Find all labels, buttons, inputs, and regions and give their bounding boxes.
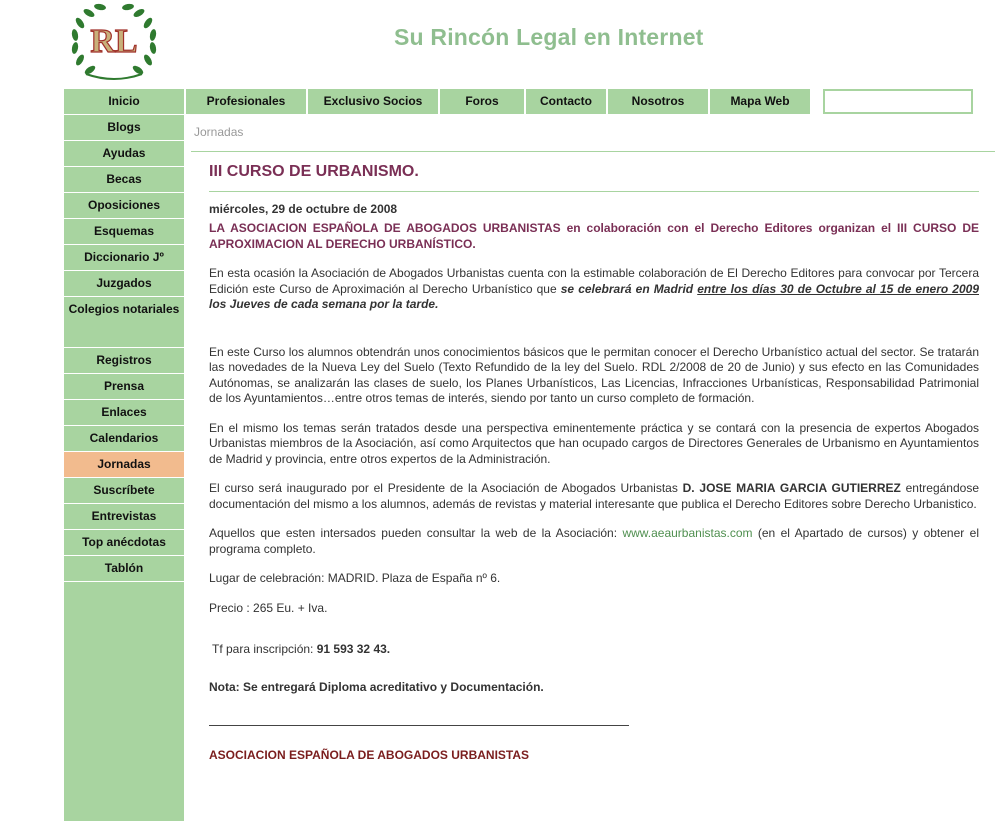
paragraph-1-end: los Jueves de cada semana por la tarde.	[209, 297, 439, 311]
paragraph-5	[209, 526, 979, 557]
site-title: Su Rincón Legal en Internet	[394, 24, 704, 50]
sidebar-item-calendarios[interactable]: Calendarios	[64, 426, 184, 452]
nav-profesionales[interactable]: Profesionales	[186, 89, 306, 114]
paragraph-5-text: Aquellos que esten intersados pueden consultar la web de la Asociación:	[209, 526, 623, 540]
sidebar-item-juzgados[interactable]: Juzgados	[64, 271, 184, 297]
sidebar-item-entrevistas[interactable]: Entrevistas	[64, 504, 184, 530]
paragraph-2: En este Curso los alumnos obtendrán unos conocimientos básicos que le permitan conocer el Derecho Urbanístico actual del sector. Se tratarán las novedades de la Nueva Ley del Suelo (Texto Refundido de la ley del Suelo. RDL 2/2008 de 20 de Junio) y sus efecto en las Comunidades Autónomas, se analizarán las clases de suelo, los Planes Urbanísticos, Las Licencias, Infracciones Urbanísticas, Responsabilidad Patrimonial de los Ayuntamientos…entre otros temas de interés, siendo por tanto un curso completo de formación.	[209, 344, 979, 405]
nav-contacto[interactable]: Contacto	[526, 89, 606, 114]
breadcrumb-divider	[191, 151, 995, 152]
nav-mapa-web[interactable]: Mapa Web	[710, 89, 810, 114]
sidebar-item-prensa[interactable]: Prensa	[64, 374, 184, 400]
intro-paragraph: LA ASOCIACION ESPAÑOLA DE ABOGADOS URBANISTAS en colaboración con el Derecho Editores organizan el III CURSO DE APROXIMACION AL DERECHO URBANÍSTICO.	[209, 221, 979, 251]
nav-exclusivo-socios[interactable]: Exclusivo Socios	[308, 89, 438, 114]
nav-foros[interactable]: Foros	[440, 89, 524, 114]
sidebar-item-tablon[interactable]: Tablón	[64, 556, 184, 582]
page-title: III CURSO DE URBANISMO.	[209, 163, 419, 180]
sidebar-item-suscribete[interactable]: Suscríbete	[64, 478, 184, 504]
president-name: D. JOSE MARIA GARCIA GUTIERREZ	[682, 481, 901, 495]
paragraph-1	[209, 266, 979, 313]
paragraph-4-text: El curso será inaugurado por el Presidente de la Asociación de Abogados Urbanistas	[209, 481, 683, 495]
sidebar-item-colegios-notariales[interactable]: Colegios notariales	[64, 297, 184, 348]
phone-label: Tf para inscripción:	[212, 642, 317, 656]
nav-nosotros[interactable]: Nosotros	[608, 89, 708, 114]
sidebar-item-jornadas[interactable]: Jornadas	[64, 452, 184, 478]
search-input[interactable]	[823, 89, 973, 114]
diploma-note: Nota: Se entregará Diploma acreditativo y Documentación.	[209, 679, 544, 694]
paragraph-4	[209, 481, 979, 512]
association-signature: ASOCIACION ESPAÑOLA DE ABOGADOS URBANISTAS	[209, 748, 530, 762]
sidebar-item-top-anecdotas[interactable]: Top anécdotas	[64, 530, 184, 556]
sidebar-item-enlaces[interactable]: Enlaces	[64, 400, 184, 426]
breadcrumb[interactable]: Jornadas	[194, 125, 244, 139]
sidebar-item-blogs[interactable]: Blogs	[64, 115, 184, 141]
paragraph-5-end: (en el Apartado de cursos) y obtener el programa completo.	[209, 526, 979, 556]
paragraph-4-end: entregándose documentación del mismo a los alumnos, además de revistas y material interesante que publica el Derecho Editores sobre Derecho Urbanistico.	[209, 481, 979, 511]
sidebar	[64, 89, 184, 821]
sidebar-item-diccionario[interactable]: Diccionario Jº	[64, 245, 184, 271]
phone-number: 91 593 32 43.	[316, 642, 391, 656]
article	[209, 160, 979, 764]
phone-line	[209, 642, 979, 658]
paragraph-1-text: En esta ocasión la Asociación de Abogados Urbanistas cuenta con la estimable colaboración de El Derecho Editores para convocar por Tercera Edición este Curso de Aproximación al Derecho Urbanístico que	[209, 266, 979, 296]
paragraph-1-dates: entre los días 30 de Octubre al 15 de enero 2009	[697, 281, 979, 296]
association-website-link[interactable]: www.aeaurbanistas.com	[622, 526, 753, 540]
site-logo[interactable]	[66, 2, 162, 82]
venue: Lugar de celebración: MADRID. Plaza de España nº 6.	[209, 571, 501, 585]
paragraph-3: En el mismo los temas serán tratados desde una perspectiva eminentemente práctica y se contará con la presencia de expertos Abogados Urbanistas miembros de la Asociación, así como Arquitectos que han ocupado cargos de Directores Generales de Urbanismo en Ayuntamientos de Madrid y provincia, entre otros expertos de la Administración.	[209, 420, 979, 466]
post-date: miércoles, 29 de octubre de 2008	[209, 201, 398, 216]
paragraph-1-bold: se celebrará en Madrid	[560, 281, 698, 296]
sidebar-item-becas[interactable]: Becas	[64, 167, 184, 193]
signature-divider	[209, 725, 629, 726]
sidebar-item-oposiciones[interactable]: Oposiciones	[64, 193, 184, 219]
heading-divider	[209, 191, 979, 192]
sidebar-item-esquemas[interactable]: Esquemas	[64, 219, 184, 245]
logo-letters: RL	[90, 23, 138, 60]
laurel-logo-icon	[66, 2, 162, 82]
price: Precio : 265 Eu. + Iva.	[209, 600, 328, 615]
sidebar-item-inicio[interactable]: Inicio	[64, 89, 184, 115]
sidebar-item-registros[interactable]: Registros	[64, 348, 184, 374]
sidebar-item-ayudas[interactable]: Ayudas	[64, 141, 184, 167]
